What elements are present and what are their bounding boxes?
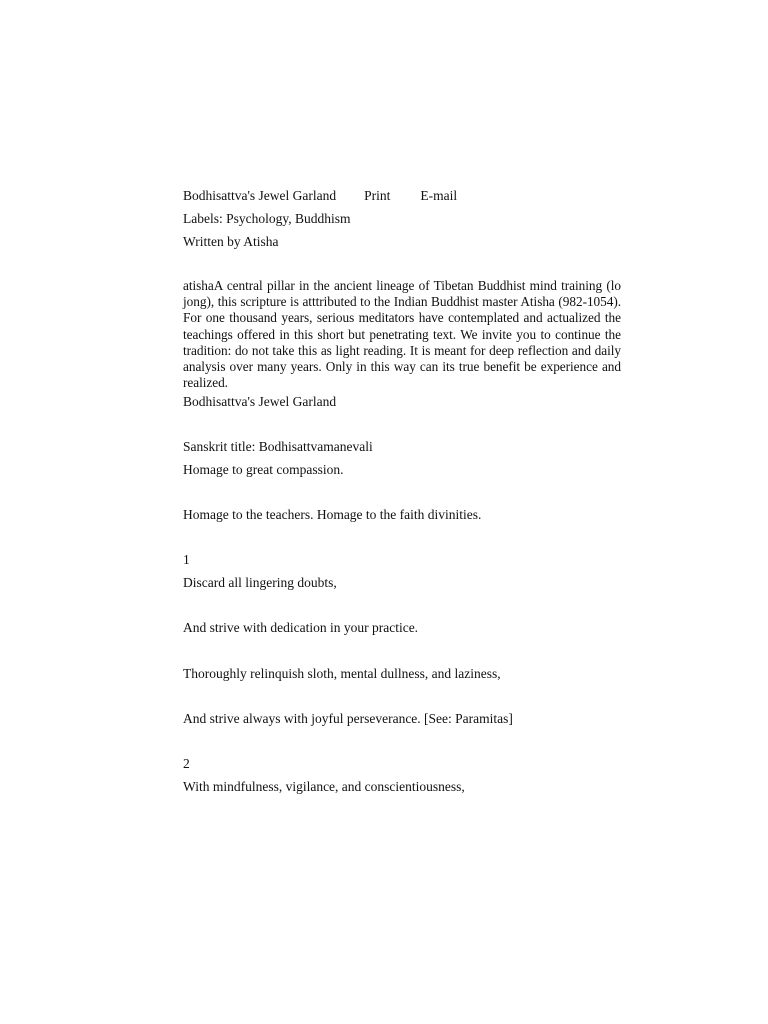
article-title: Bodhisattva's Jewel Garland: [183, 188, 337, 203]
verse-number: 2: [183, 756, 190, 771]
homage-line: Homage to the teachers. Homage to the faith divinities.: [183, 507, 482, 522]
article-author: Written by Atisha: [183, 234, 279, 249]
verse-line: And strive always with joyful perseverance. [See: Paramitas]: [183, 711, 513, 726]
verse-line: With mindfulness, vigilance, and conscientiousness,: [183, 779, 465, 794]
email-link[interactable]: E-mail: [420, 188, 458, 203]
verse-number: 1: [183, 552, 190, 567]
article-labels: Labels: Psychology, Buddhism: [183, 211, 351, 226]
verse-line: Thoroughly relinquish sloth, mental dullness, and laziness,: [183, 666, 501, 681]
verse-line: Discard all lingering doubts,: [183, 575, 337, 590]
verse-line: And strive with dedication in your practice.: [183, 620, 419, 635]
intro-paragraph: atishaA central pillar in the ancient lineage of Tibetan Buddhist mind training (lo jong), this scripture is atttributed to the Indian Buddhist master Atisha (982-1054). For one thousand years, serious meditators have contemplated and actualized the teachings offered in this short but penetrating text. We invite you to continue the tradition: do not take this as light reading. It is meant for deep reflection and daily analysis over many years. Only in this way can its true benefit be experience and realized.: [183, 278, 621, 391]
section-subtitle: Bodhisattva's Jewel Garland: [183, 394, 337, 409]
print-link[interactable]: Print: [364, 188, 391, 203]
sanskrit-title: Sanskrit title: Bodhisattvamanevali: [183, 439, 373, 454]
homage-line: Homage to great compassion.: [183, 462, 344, 477]
article-header: [183, 187, 457, 205]
